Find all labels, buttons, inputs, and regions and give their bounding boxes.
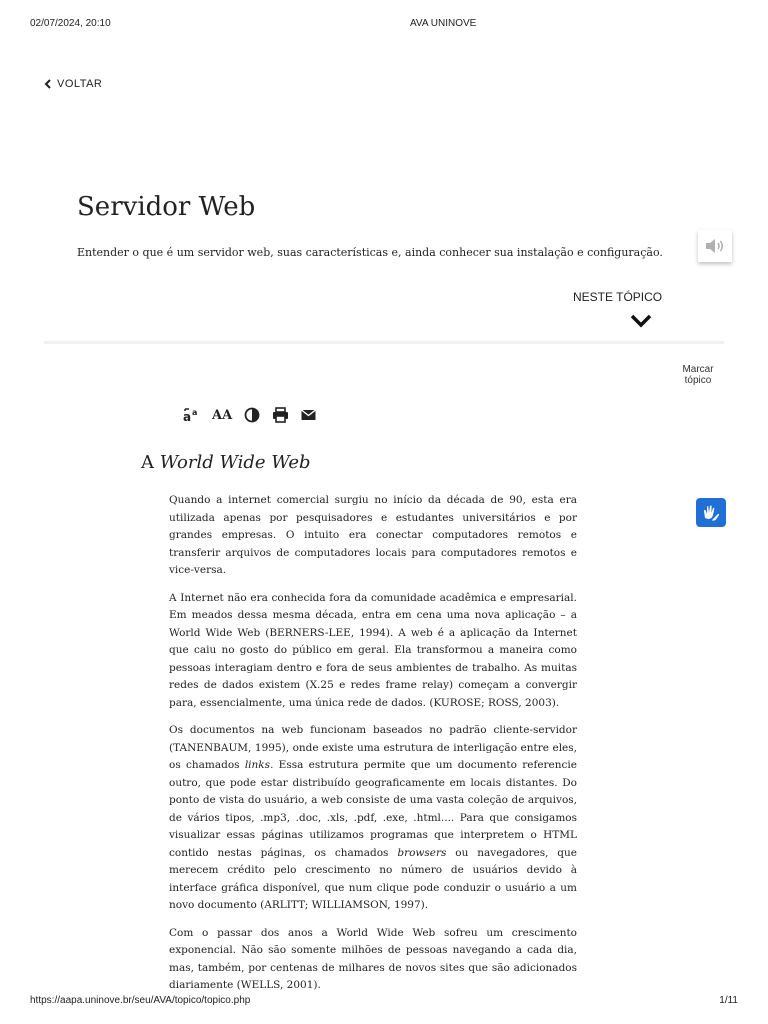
back-link-label: VOLTAR xyxy=(57,78,103,90)
hands-icon xyxy=(701,504,721,522)
paragraph-4: Com o passar dos anos a World Wide Web sofreu um crescimento exponencial. Não são somente milhões de pessoas navegando a cada dia, mas, também, por centenas de milhares de novos sites que são adicionados diariamente (WELLS, 2001). xyxy=(169,926,577,991)
back-link[interactable] xyxy=(44,78,102,90)
in-this-topic-label: NESTE TÓPICO xyxy=(573,290,663,304)
print-datetime: 02/07/2024, 20:10 xyxy=(30,18,111,29)
mark-topic-button[interactable] xyxy=(674,364,722,386)
page-subtitle: Entender o que é um servidor web, suas características e, ainda conhecer sua instalação e configuração. xyxy=(77,246,663,259)
paragraph-1: Quando a internet comercial surgiu no início da década de 90, esta era utilizada apenas por pesquisadores e estudantes universitários e por grandes empresas. O intuito era conectar computadores remotos e transferir arquivos de computadores locais para computadores remotos e vice-versa. xyxy=(169,494,577,576)
svg-text:a: a xyxy=(192,408,198,417)
links-term: links xyxy=(244,759,271,771)
section-heading-italic: World Wide Web xyxy=(159,452,311,473)
print-header xyxy=(30,18,738,32)
in-this-topic-toggle[interactable] xyxy=(573,290,673,332)
page-title: Servidor Web xyxy=(77,192,256,222)
browsers-term: browsers xyxy=(397,846,447,859)
sign-language-button[interactable] xyxy=(696,498,726,527)
font-size-label: AA xyxy=(212,407,233,423)
chevron-left-icon xyxy=(44,79,52,89)
print-page-number: 1/11 xyxy=(719,995,738,1006)
paragraph-3 xyxy=(169,722,577,915)
print-icon[interactable] xyxy=(272,407,289,423)
mark-topic-label-line1: Marcar xyxy=(682,364,714,375)
print-footer xyxy=(30,995,738,1009)
section-heading-prefix: A xyxy=(141,452,154,473)
speaker-icon xyxy=(704,237,726,255)
print-url: https://aapa.uninove.br/seu/AVA/topico/topico.php xyxy=(30,995,251,1006)
accessibility-toolbar xyxy=(182,405,328,425)
paragraph-3-part-a: Os documentos na web funcionam baseados no padrão cliente-servidor (TANENBAUM, 1995), onde existe uma estrutura de interligação entre eles, os chamados xyxy=(169,724,577,771)
contrast-icon[interactable] xyxy=(244,407,260,423)
email-icon[interactable] xyxy=(301,409,316,421)
audio-button[interactable] xyxy=(698,230,732,262)
mark-topic-label-line2: tópico xyxy=(684,375,712,386)
paragraph-3-part-c: ou navegadores, que merecem crédito pelo crescimento no número de usuários devido à interface gráfica disponível, que num clique pode conduzir o usuário a um novo documento (ARLITT; WILLIAMSON, 1997). xyxy=(169,846,578,911)
font-size-icon[interactable] xyxy=(212,408,232,423)
chevron-down-icon xyxy=(630,314,652,328)
section-heading xyxy=(141,452,311,473)
translate-icon[interactable] xyxy=(182,406,200,424)
print-site-title: AVA UNINOVE xyxy=(410,18,477,29)
section-divider xyxy=(44,341,724,344)
paragraph-3-part-b: . Essa estrutura permite que um documento referencie outro, que pode estar distribuído geograficamente em locais distantes. Do ponto de vista do usuário, a web consiste de uma vasta coleção de arquivos, de vários tipos, .mp3, .doc, .xls, .pdf, .exe, .html.... Para que consigamos visualizar essas páginas utilizamos programas que interpretem o HTML contido nestas páginas, os chamados xyxy=(169,759,577,859)
svg-text:a: a xyxy=(183,410,192,424)
article-body xyxy=(169,492,577,1005)
paragraph-2: A Internet não era conhecida fora da comunidade acadêmica e empresarial. Em meados dessa mesma década, entra em cena uma nova aplicação – a World Wide Web (BERNERS-LEE, 1994). A web é a aplicação da Internet que caiu no gosto do público em geral. Ela transformou a maneira como pessoas interagiam dentro e fora de seus ambientes de trabalho. As muitas redes de dados existem (X.25 e redes frame relay) começam a convergir para, essencialmente, uma única rede de dados. (KUROSE; ROSS, 2003). xyxy=(169,591,577,709)
